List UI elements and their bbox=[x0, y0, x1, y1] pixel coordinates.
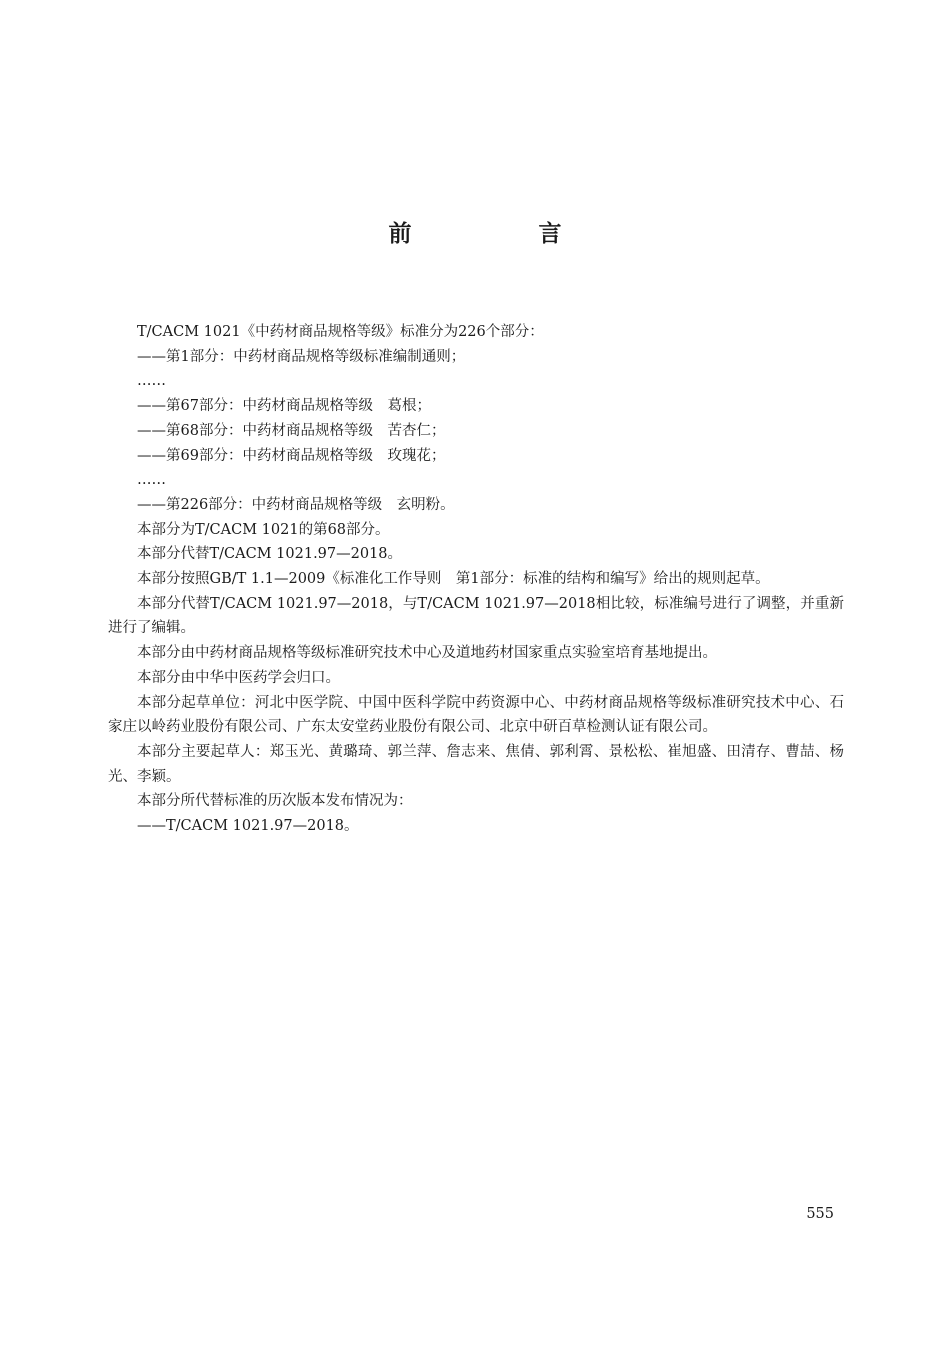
paragraph: 本部分代替T/CACM 1021.97—2018。 bbox=[137, 546, 403, 563]
page-title: 前 言 bbox=[388, 221, 614, 247]
page-number: 555 bbox=[806, 1206, 834, 1222]
paragraph: T/CACM 1021《中药材商品规格等级》标准分为226个部分： bbox=[137, 324, 544, 340]
paragraph: 本部分由中药材商品规格等级标准研究技术中心及道地药材国家重点实验室培育基地提出。 bbox=[137, 645, 717, 662]
paragraph: ——第67部分：中药材商品规格等级 葛根； bbox=[137, 398, 431, 415]
paragraph: 本部分主要起草人：郑玉光、黄璐琦、郭兰萍、詹志来、焦倩、郭利霄、景松松、崔旭盛、田清存、曹喆、杨光、李颖。 bbox=[108, 743, 844, 785]
paragraph: 本部分由中华中医药学会归口。 bbox=[137, 669, 340, 686]
paragraph: …… bbox=[137, 373, 166, 390]
paragraph: ——第68部分：中药材商品规格等级 苦杏仁； bbox=[137, 422, 446, 439]
paragraph: ——T/CACM 1021.97—2018。 bbox=[137, 818, 359, 835]
paragraph: 本部分按照GB/T 1.1—2009《标准化工作导则 第1部分：标准的结构和编写》给出的规则起草。 bbox=[137, 571, 770, 588]
paragraph: 本部分起草单位：河北中医学院、中国中医科学院中药资源中心、中药材商品规格等级标准研究技术中心、石家庄以岭药业股份有限公司、广东太安堂药业股份有限公司、北京中研百草检测认证有限公司。 bbox=[108, 694, 844, 736]
paragraph: ——第226部分：中药材商品规格等级 玄明粉。 bbox=[137, 496, 455, 513]
paragraph: ——第69部分：中药材商品规格等级 玫瑰花； bbox=[137, 447, 446, 464]
paragraph: 本部分所代替标准的历次版本发布情况为： bbox=[137, 793, 413, 810]
paragraph: …… bbox=[137, 472, 166, 489]
paragraph: ——第1部分：中药材商品规格等级标准编制通则； bbox=[137, 348, 466, 365]
paragraph: 本部分为T/CACM 1021的第68部分。 bbox=[137, 521, 390, 538]
document-body bbox=[108, 320, 844, 839]
paragraph: 本部分代替T/CACM 1021.97—2018，与T/CACM 1021.97—2018相比较，标准编号进行了调整，并重新进行了编辑。 bbox=[108, 595, 844, 637]
